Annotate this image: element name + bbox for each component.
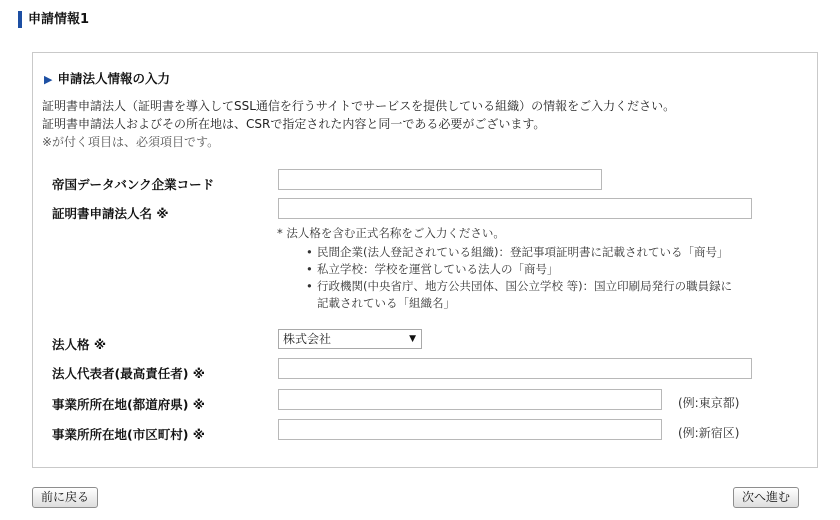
required-note: ※が付く項目は、必須項目です。: [42, 135, 220, 149]
intro-line-1: 証明書申請法人（証明書を導入してSSL通信を行うサイトでサービスを提供している組織）の情報をご入力ください。: [42, 99, 676, 113]
city-input[interactable]: [278, 419, 662, 440]
applicant-name-hint: [277, 225, 732, 312]
page-title: 申請情報1: [18, 11, 89, 28]
applicant-name-label: 証明書申請法人名 ※: [52, 206, 169, 221]
section-heading: [44, 69, 170, 87]
legal-form-selected: 株式会社: [283, 332, 332, 346]
hint-list: [277, 244, 732, 312]
prefecture-example: (例:東京都): [678, 396, 740, 410]
triangle-right-icon: ▶: [44, 73, 53, 86]
hint-item: • 行政機関(中央省庁、地方公共団体、国公立学校 等)：国立印刷局発行の職員録に: [306, 279, 733, 293]
representative-label: 法人代表者(最高責任者) ※: [52, 366, 205, 381]
legal-form-label: 法人格 ※: [52, 337, 107, 352]
representative-input[interactable]: [278, 358, 752, 379]
bullet-icon: •: [306, 279, 313, 293]
hint-intro: * 法人格を含む正式名称をご入力ください。: [277, 226, 505, 240]
applicant-name-input[interactable]: [278, 198, 752, 219]
prefecture-label: 事業所所在地(都道府県) ※: [52, 397, 205, 412]
prefecture-input[interactable]: [278, 389, 662, 410]
bullet-icon: •: [306, 262, 313, 276]
bullet-icon: •: [306, 245, 313, 259]
hint-item: • 民間企業(法人登記されている組織)：登記事項証明書に記載されている「商号」: [306, 245, 729, 259]
tdb-code-input[interactable]: [278, 169, 602, 190]
next-button[interactable]: 次へ進む: [733, 487, 799, 508]
intro-line-2: 証明書申請法人およびその所在地は、CSRで指定された内容と同一である必要がございます。: [42, 117, 546, 131]
city-label: 事業所所在地(市区町村) ※: [52, 427, 205, 442]
section-heading-text: 申請法人情報の入力: [57, 71, 170, 86]
hint-item: • 私立学校：学校を運営している法人の「商号」: [306, 262, 559, 276]
hint-item-continuation: 記載されている「組織名」: [317, 296, 455, 310]
tdb-code-label: 帝国データバンク企業コード: [52, 177, 215, 192]
dropdown-arrow-icon: ▼: [409, 334, 416, 344]
back-button[interactable]: 前に戻る: [32, 487, 98, 508]
intro-text: [42, 97, 675, 151]
applicant-info-panel: [32, 52, 818, 468]
city-example: (例:新宿区): [678, 426, 740, 440]
legal-form-select[interactable]: [278, 329, 422, 349]
